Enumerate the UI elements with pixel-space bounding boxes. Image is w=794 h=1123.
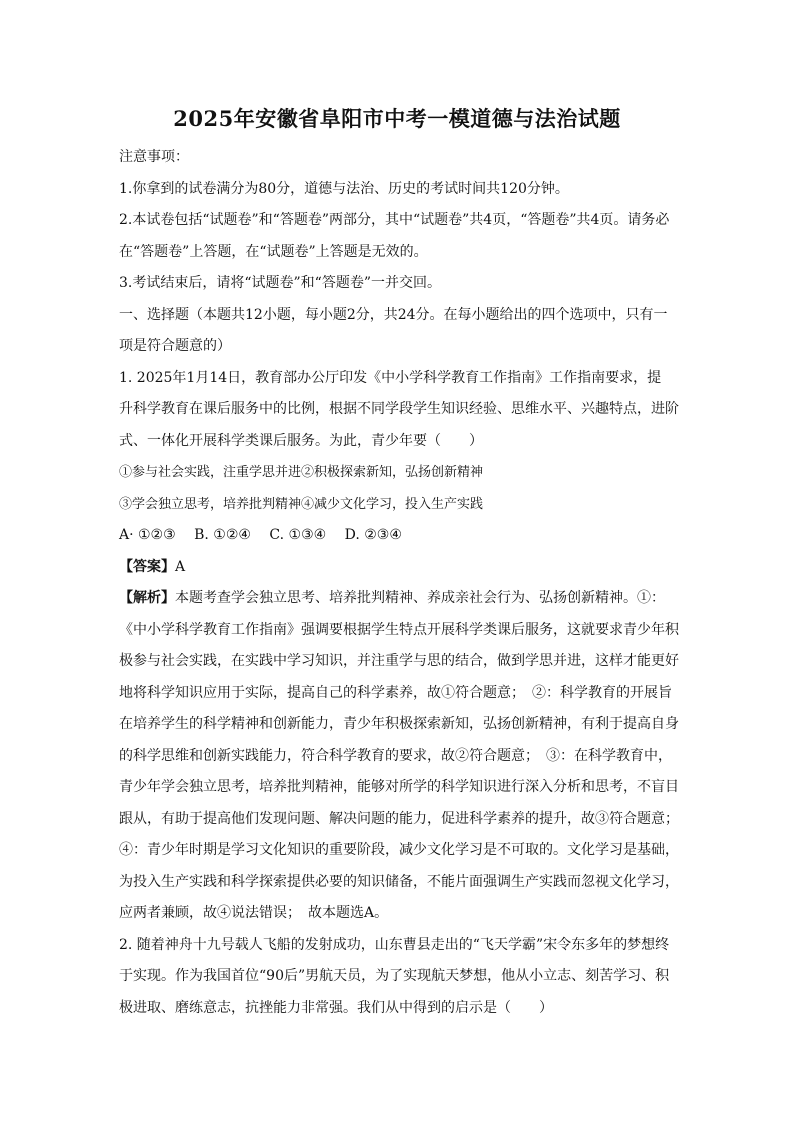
- analysis-text: 地将科学知识应用于实际，提高自己的科学素养，故①符合题意； ②：科学教育的开展旨: [119, 684, 672, 701]
- notice-heading: 注意事项：: [119, 149, 189, 165]
- notice-item: 在“答题卷”上答题，在“试题卷”上答题是无效的。: [119, 243, 428, 260]
- document-body: [119, 142, 679, 1024]
- section-heading: 项是符合题意的）: [119, 338, 231, 354]
- analysis-text: 的科学思维和创新实践能力，符合科学教育的要求，故②符合题意； ③：在科学教育中，: [119, 747, 672, 764]
- section-heading: 一、选择题（本题共12小题，每小题2分，共24分。在每小题给出的四个选项中，只有一: [119, 306, 668, 323]
- analysis-text: 《中小学科学教育工作指南》强调要根据学生特点开展科学类课后服务，这就要求青少年积: [119, 621, 679, 638]
- question-statement: ①参与社会实践，注重学思并进②积极探索新知，弘扬创新精神: [119, 465, 484, 480]
- analysis-text: 青少年学会独立思考，培养批判精神，能够对所学的科学知识进行深入分析和思考，不盲目: [119, 779, 679, 795]
- analysis-text: 在培养学生的科学精神和创新能力，青少年积极探索新知，弘扬创新精神，有利于提高自身: [119, 716, 679, 732]
- question-options: A· ①②③ B. ①②④ C. ①③④ D. ②③④: [119, 527, 402, 543]
- notice-item: 2.本试卷包括“试题卷”和“答题卷”两部分，其中“试题卷”共4页，“答题卷”共4页。请务必: [119, 212, 670, 228]
- analysis-text: ④：青少年时期是学习文化知识的重要阶段，减少文化学习是不可取的。文化学习是基础，: [119, 842, 679, 858]
- question-stem: 于实现。作为我国首位“90后”男航天员，为了实现航天梦想，他从小立志、刻苦学习、积: [119, 968, 670, 984]
- answer-value: A: [175, 558, 186, 575]
- question-statement: ③学会独立思考，培养批判精神④减少文化学习，投入生产实践: [119, 496, 484, 512]
- question-stem: 升科学教育在课后服务中的比例，根据不同学段学生知识经验、思维水平、兴趣特点，进阶: [119, 401, 679, 417]
- analysis-text: 跟从，有助于提高他们发现问题、解决问题的能力，促进科学素养的提升，故③符合题意；: [119, 810, 679, 827]
- answer-line: [119, 552, 679, 584]
- question-stem: 2. 随着神舟十九号载人飞船的发射成功，山东曹县走出的“飞天学霸”宋令东多年的梦想终: [119, 936, 670, 953]
- analysis-text: 为投入生产实践和科学探索提供必要的知识储备，不能片面强调生产实践而忽视文化学习，: [119, 873, 679, 890]
- question-stem: 1. 2025年1月14日，教育部办公厅印发《中小学科学教育工作指南》工作指南要求，提: [119, 369, 662, 386]
- analysis-line: [119, 583, 679, 615]
- page-title: 2025年安徽省阜阳市中考一模道德与法治试题: [173, 106, 621, 131]
- analysis-text: 极参与社会实践，在实践中学习知识，并注重学与思的结合，做到学思并进，这样才能更好: [119, 653, 679, 669]
- question-stem: 极进取、磨练意志，抗挫能力非常强。我们从中得到的启示是（ ）: [119, 999, 553, 1016]
- notice-item: 1.你拿到的试卷满分为80分，道德与法治、历史的考试时间共120分钟。: [119, 180, 569, 197]
- notice-item: 3.考试结束后，请将“试题卷”和“答题卷”一并交回。: [119, 275, 441, 291]
- analysis-text: 应两者兼顾，故④说法错误； 故本题选A。: [119, 905, 389, 921]
- question-stem: 式、一体化开展科学类课后服务。为此，青少年要（ ）: [119, 432, 483, 449]
- answer-label: 【答案】: [119, 558, 175, 575]
- analysis-text: 本题考查学会独立思考、培养批判精神、养成亲社会行为、弘扬创新精神。①：: [175, 590, 665, 606]
- analysis-label: 【解析】: [119, 590, 175, 606]
